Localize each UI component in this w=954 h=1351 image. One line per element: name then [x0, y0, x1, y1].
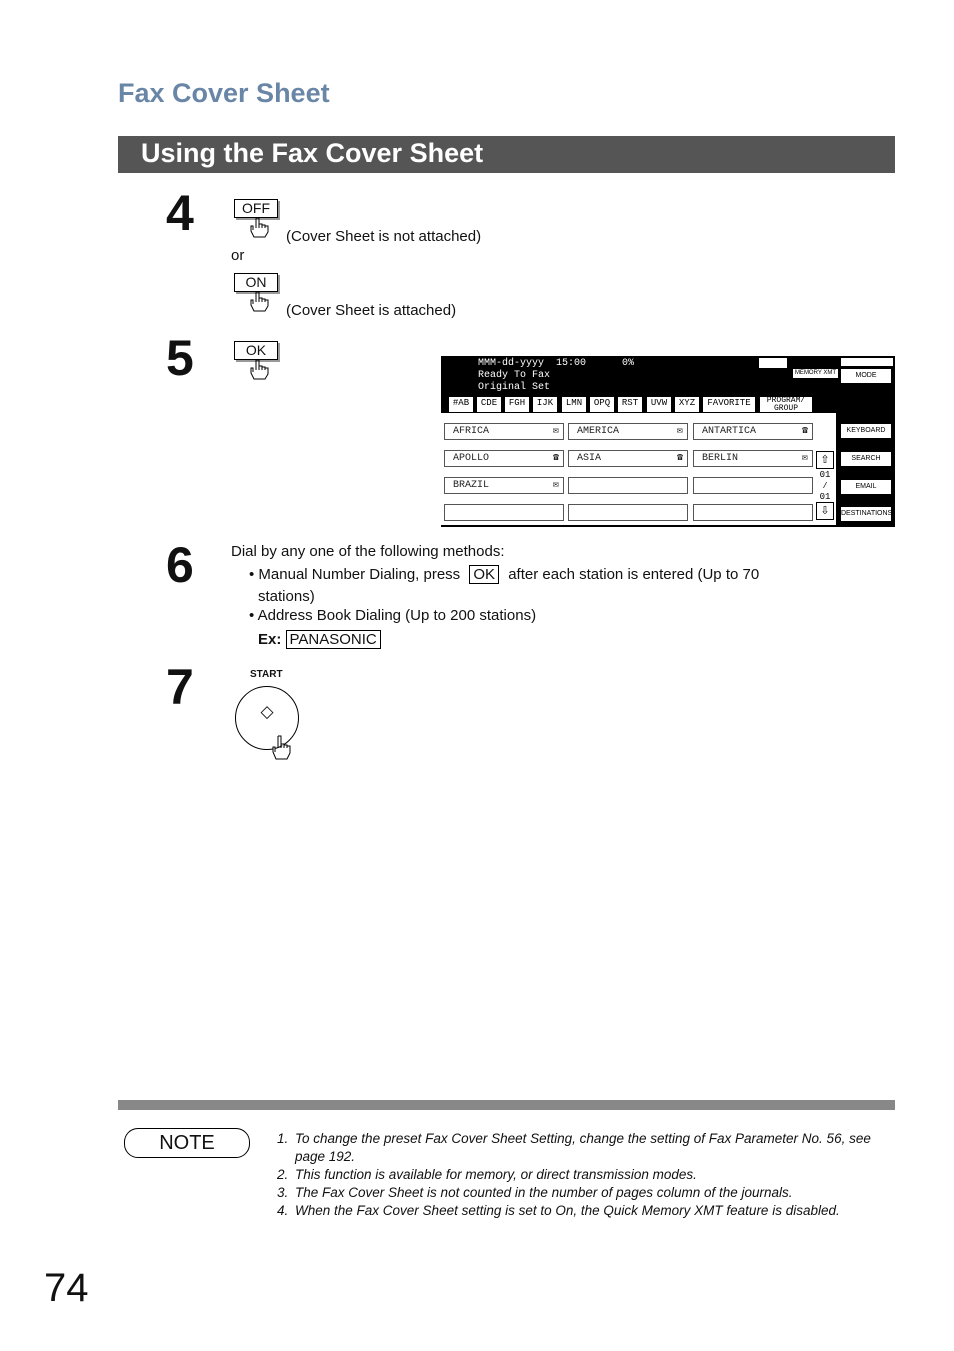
scroll-down-arrow-icon[interactable]: ⇩ — [816, 502, 834, 520]
note-item — [277, 1130, 895, 1166]
example-line — [258, 631, 381, 648]
tab-program-group[interactable]: PROGRAM/ GROUP — [759, 396, 813, 413]
address-entry[interactable] — [568, 423, 688, 440]
note-item — [277, 1184, 895, 1202]
section-title: Fax Cover Sheet — [118, 78, 330, 108]
bullet-manual-pre: • Manual Number Dialing, press — [249, 566, 461, 583]
lcd-status-line1: MMM-dd-yyyy 15:00 0% — [478, 358, 635, 369]
example-label: Ex: — [258, 631, 282, 648]
search-button[interactable]: SEARCH — [840, 451, 892, 467]
pointing-hand-icon — [248, 358, 274, 380]
divider-rule — [118, 1100, 895, 1110]
tab-ijk[interactable]: IJK — [532, 396, 558, 413]
tab-rst[interactable]: RST — [617, 396, 643, 413]
mode-setting-button[interactable]: MODE SETTING — [840, 368, 892, 384]
address-entry[interactable] — [444, 504, 564, 521]
banner — [118, 136, 895, 173]
tab-uvw[interactable]: UVW — [646, 396, 672, 413]
note-number: 4. — [277, 1203, 289, 1218]
note-number: 2. — [277, 1167, 289, 1182]
page-current: 01 — [819, 470, 831, 480]
scroll-up-arrow-icon[interactable]: ⇧ — [816, 451, 834, 469]
note-number: 3. — [277, 1185, 289, 1200]
note-text: The Fax Cover Sheet is not counted in the number of pages column of the journals. — [295, 1185, 793, 1200]
phone-icon: ☎ — [552, 453, 559, 464]
tab-opq[interactable]: OPQ — [589, 396, 615, 413]
off-description: (Cover Sheet is not attached) — [286, 228, 482, 245]
phone-icon: ☎ — [676, 453, 683, 464]
page-number: 74 — [44, 1266, 89, 1310]
lcd-status-line2: Ready To Fax — [478, 370, 551, 381]
keyboard-button[interactable]: KEYBOARD — [840, 423, 892, 439]
start-diamond-icon: ◇ — [260, 702, 274, 721]
address-entry[interactable] — [693, 450, 813, 467]
address-entry[interactable] — [444, 423, 564, 440]
email-icon: ✉ — [552, 426, 559, 437]
fax-lcd-screen — [441, 356, 895, 527]
start-label: START — [250, 669, 283, 680]
lcd-level-gauge — [841, 358, 893, 366]
address-entry[interactable] — [568, 504, 688, 521]
entry-name: AFRICA — [453, 426, 490, 437]
note-text: This function is available for memory, or direct transmission modes. — [295, 1167, 697, 1182]
on-description: (Cover Sheet is attached) — [286, 302, 457, 319]
bullet-manual-cont: stations) — [258, 588, 315, 605]
note-item — [277, 1202, 895, 1220]
tab-favorite[interactable]: FAVORITE — [702, 396, 756, 413]
notes-list — [277, 1130, 895, 1220]
address-entry[interactable] — [568, 477, 688, 494]
ok-key[interactable]: OK — [234, 341, 278, 360]
tab-xyz[interactable]: XYZ — [674, 396, 700, 413]
tab-ab[interactable]: #AB — [448, 396, 474, 413]
destinations-button[interactable]: DESTINATIONS — [840, 506, 892, 522]
or-text: or — [231, 247, 245, 264]
bullet-address-book: • Address Book Dialing (Up to 200 stations) — [249, 607, 537, 624]
tab-cde[interactable]: CDE — [476, 396, 502, 413]
lcd-status-line3: Original Set — [478, 382, 551, 393]
page-indicator: 01 / 01 — [816, 470, 834, 500]
note-text: To change the preset Fax Cover Sheet Setting, change the setting of Fax Parameter No. 56, see page 192. — [295, 1131, 871, 1164]
lcd-indicator-icons — [759, 358, 787, 368]
entry-name: ASIA — [577, 453, 602, 464]
email-header-button[interactable]: EMAIL HEADER — [840, 479, 892, 495]
bullet-manual-dialing — [249, 566, 759, 583]
tab-fgh[interactable]: FGH — [504, 396, 530, 413]
address-entry[interactable] — [444, 477, 564, 494]
entry-name: ANTARTICA — [702, 426, 757, 437]
step-number-4: 4 — [166, 185, 194, 241]
entry-name: APOLLO — [453, 453, 490, 464]
off-key[interactable]: OFF — [234, 199, 278, 218]
page-total: 01 — [819, 492, 831, 502]
pointing-hand-icon — [248, 290, 274, 312]
entry-name: AMERICA — [577, 426, 620, 437]
email-icon: ✉ — [801, 453, 808, 464]
step-number-6: 6 — [166, 537, 194, 593]
pointing-hand-icon — [270, 734, 296, 762]
banner-title: Using the Fax Cover Sheet — [141, 138, 484, 168]
email-icon: ✉ — [552, 480, 559, 491]
phone-icon: ☎ — [801, 426, 808, 437]
step-number-5: 5 — [166, 330, 194, 386]
example-value: PANASONIC — [286, 630, 381, 649]
address-entry[interactable] — [568, 450, 688, 467]
address-entry[interactable] — [693, 504, 813, 521]
on-key[interactable]: ON — [234, 273, 278, 292]
pointing-hand-icon — [248, 216, 274, 238]
email-icon: ✉ — [676, 426, 683, 437]
step-number-7: 7 — [166, 659, 194, 715]
entry-name: BERLIN — [702, 453, 739, 464]
ok-key-inline: OK — [469, 565, 499, 584]
address-entry[interactable] — [444, 450, 564, 467]
note-badge: NOTE — [124, 1128, 250, 1158]
note-item — [277, 1166, 895, 1184]
tab-lmn[interactable]: LMN — [561, 396, 587, 413]
bullet-manual-post: after each station is entered (Up to 70 — [508, 566, 760, 583]
address-entry[interactable] — [693, 477, 813, 494]
address-entry[interactable] — [693, 423, 813, 440]
note-number: 1. — [277, 1131, 289, 1146]
note-text: When the Fax Cover Sheet setting is set to On, the Quick Memory XMT feature is disabled. — [295, 1203, 840, 1218]
step6-intro: Dial by any one of the following methods: — [231, 543, 505, 560]
memory-xmt-button[interactable]: MEMORY XMT — [794, 370, 837, 376]
entry-name: BRAZIL — [453, 480, 490, 491]
